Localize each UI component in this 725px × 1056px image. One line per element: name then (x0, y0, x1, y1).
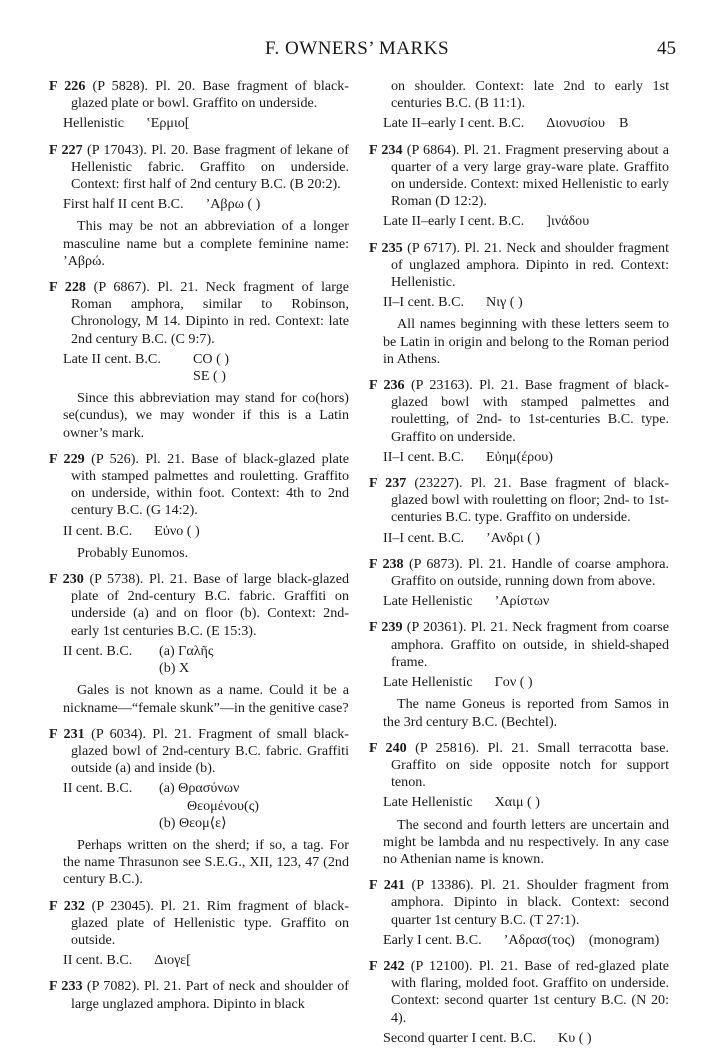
entry-body: (P 5738). Pl. 21. Base of large black-glazed plate of 2nd-century B.C. fabric. Graffiti on underside (a) and on floor (b). Context: 2nd-early 1st centuries B.C. (E 15:3). (71, 571, 349, 639)
entry-mark: Θεομένου(ς) (187, 797, 259, 814)
entry-mark: (a) Θρασύνων (159, 780, 240, 797)
entry-date: First half II cent B.C. (63, 196, 184, 213)
entry-note: Gales is not known as a name. Could it be a nickname—“female skunk”—in the genitive case? (63, 682, 349, 716)
entry-note: Perhaps written on the sherd; if so, a tag. For the name Thrasunon see S.E.G., XII, 123, 47 (2nd century B.C.). (63, 836, 349, 888)
entry-date: II–I cent. B.C. (383, 529, 465, 546)
running-head: F. OWNERS’ MARKS (265, 38, 450, 59)
entry-number: F 231 (49, 725, 85, 742)
entry-f238 (369, 556, 669, 611)
entry-f234 (369, 142, 669, 231)
entry-date: II–I cent. B.C. (383, 294, 465, 311)
entry-number: F 233 (49, 978, 83, 995)
entry-mark: Γον ( ) (494, 674, 533, 691)
entry-mark: Διογε[ (154, 952, 191, 969)
entry-date: Early I cent. B.C. (383, 931, 482, 948)
entry-f229 (49, 451, 349, 562)
entry-body: (P 20361). Pl. 21. Neck fragment from coarse amphora. Graffito on outside, in shield-shaped frame. (391, 619, 670, 670)
entry-mark: Διονυσίου B (546, 115, 629, 132)
entry-mark: (a) Γαλῆς (159, 642, 214, 659)
entry-mark: SE ( ) (193, 368, 226, 385)
entry-date: II cent. B.C. (63, 522, 133, 539)
entry-number: F 230 (49, 571, 84, 588)
entry-f235 (369, 240, 669, 368)
entry-f241 (369, 877, 669, 949)
entry-number: F 232 (49, 897, 85, 914)
entry-mark: ʼΑνδρι ( ) (486, 529, 541, 546)
entry-mark: (b) X (159, 660, 190, 677)
entry-body: (23227). Pl. 21. Base fragment of black-glazed bowl with rouletting on floor; 2nd- to 1st-centuries B.C. type. Graffito on underside. (391, 475, 669, 526)
entry-number: F 227 (49, 141, 83, 158)
entry-f228 (49, 279, 349, 442)
entry-number: F 241 (369, 877, 405, 894)
entry-mark: ʼΑρίστων (494, 593, 550, 610)
entry-date: II cent. B.C. (63, 642, 133, 659)
entry-body: (P 23045). Pl. 21. Rim fragment of black-glazed plate of Hellenistic type. Graffito on outside. (71, 897, 350, 948)
right-column (369, 78, 669, 1056)
entry-body: (P 13386). Pl. 21. Shoulder fragment from amphora. Dipinto in black. Context: second quarter 1st century B.C. (T 27:1). (391, 877, 669, 928)
entry-body: (P 7082). Pl. 21. Part of neck and shoulder of large unglazed amphora. Dipinto in black (71, 978, 349, 1012)
entry-date: Late Hellenistic (383, 674, 473, 691)
entry-number: F 235 (369, 239, 403, 256)
left-column (49, 78, 349, 1022)
page-number: 45 (657, 38, 676, 59)
entry-f227 (49, 142, 349, 270)
entry-number: F 228 (49, 279, 86, 296)
entry-f226 (49, 78, 349, 133)
entry-body: (P 6034). Pl. 21. Fragment of small black-glazed bowl of 2nd-century B.C. fabric. Graffiti outside (a) and inside (b). (71, 725, 350, 777)
entry-mark: Εὐνο ( ) (154, 522, 200, 539)
entry-mark: (b) Θεομ⟨ε⟩ (159, 814, 227, 831)
entry-date: II cent. B.C. (63, 952, 133, 969)
entry-number: F 226 (49, 78, 86, 94)
entry-date: II cent. B.C. (63, 780, 133, 797)
entry-note: The second and fourth letters are uncertain and might be lambda and nu respectively. In any case no Athenian name is known. (383, 816, 669, 867)
entry-f233 (49, 978, 349, 1012)
entry-f236 (369, 377, 669, 466)
entry-number: F 234 (369, 141, 403, 158)
entry-note: This may be not an abbreviation of a longer masculine name but a complete feminine name: ʼΑβρώ. (63, 218, 349, 269)
entry-date: Late Hellenistic (383, 593, 473, 610)
entry-f237 (369, 475, 669, 547)
entry-f239 (369, 619, 669, 730)
entry-body: (P 6873). Pl. 21. Handle of coarse amphora. Graffito on outside, running down from above. (391, 555, 670, 590)
entry-number: F 237 (369, 475, 407, 492)
entry-body: (P 12100). Pl. 21. Base of red-glazed plate with flaring, molded foot. Graffito on underside. Context: second quarter 1st century B.C. (N 20: 4). (391, 957, 670, 1026)
entry-mark: CO ( ) (193, 350, 230, 367)
entry-body: on shoulder. Context: late 2nd to early 1st centuries B.C. (B 11:1). (391, 78, 669, 112)
entry-f230 (49, 571, 349, 717)
entry-number: F 236 (369, 377, 405, 394)
entry-number: F 238 (369, 555, 404, 572)
entry-f240 (369, 740, 669, 868)
entry-date: Second quarter I cent. B.C. (383, 1029, 537, 1046)
entry-number: F 239 (369, 619, 403, 636)
entry-body: (P 17043). Pl. 20. Base fragment of lekane of Hellenistic fabric. Graffito on underside. Context: first half of 2nd century B.C. (B 20:2). (71, 141, 349, 193)
entry-note: The name Goneus is reported from Samos in the 3rd century B.C. (Bechtel). (383, 696, 669, 730)
entry-number: F 240 (369, 739, 407, 756)
entry-mark: ʽΕρμιο[ (146, 115, 190, 132)
entry-date: Late II cent. B.C. (63, 350, 161, 367)
entry-date: Late II–early I cent. B.C. (383, 213, 525, 230)
entry-mark: ]ινάδου (546, 213, 590, 230)
entry-mark: Νιγ ( ) (486, 294, 523, 311)
entry-number: F 242 (369, 957, 405, 974)
entry-date: Hellenistic (63, 115, 125, 132)
monogram-label: (monogram) (588, 931, 660, 948)
entry-f232 (49, 898, 349, 970)
entry-body: (P 23163). Pl. 21. Base fragment of black-glazed bowl with stamped palmettes and rouletting, of 2nd- to 1st-centuries B.C. type. Graffito on underside. (391, 377, 669, 445)
entry-mark: ʼΑδρασ(τος) (503, 931, 575, 948)
entry-body: (P 6867). Pl. 21. Neck fragment of large Roman amphora, similar to Robinson, Chronology, M 14. Dipinto in red. Context: late 2nd century B.C. (C 9:7). (71, 279, 350, 347)
entry-body: (P 5828). Pl. 20. Base fragment of black-glazed plate or bowl. Graffito on underside. (71, 78, 349, 112)
entry-body: (P 6864). Pl. 21. Fragment preserving about a quarter of a very large gray-ware plate. Graffito on underside. Context: mixed Hellenistic to early Roman (D 12:2). (391, 141, 669, 210)
entry-number: F 229 (49, 450, 85, 467)
entry-note: Since this abbreviation may stand for co(hors) se(cundus), we may wonder if this is a Latin owner’s mark. (63, 390, 349, 441)
entry-date: Late II–early I cent. B.C. (383, 115, 525, 132)
entry-body: (P 6717). Pl. 21. Neck and shoulder fragment of unglazed amphora. Dipinto in red. Context: Hellenistic. (391, 239, 670, 291)
entry-f231 (49, 726, 349, 889)
entry-mark: ʼΑβρω ( ) (205, 196, 261, 213)
entry-mark: Χαιμ ( ) (494, 794, 540, 811)
entry-note: All names beginning with these letters seem to be Latin in origin and belong to the Roman period in Athens. (383, 316, 669, 367)
entry-note: Probably Eunomos. (77, 544, 189, 561)
entry-f233-continued (369, 78, 669, 133)
entry-date: II–I cent. B.C. (383, 448, 465, 465)
entry-f242 (369, 958, 669, 1047)
entry-mark: Εὐημ(έρου) (486, 448, 553, 465)
entry-body: (P 526). Pl. 21. Base of black-glazed plate with stamped palmettes and rouletting. Graffito on underside, within foot. Context: 4th to 2nd century B.C. (G 14:2). (71, 450, 349, 519)
entry-mark: Κυ ( ) (558, 1029, 592, 1046)
page-header (0, 38, 725, 64)
entry-body: (P 25816). Pl. 21. Small terracotta base. Graffito on side opposite notch for support tenon. (391, 739, 669, 791)
entry-date: Late Hellenistic (383, 794, 473, 811)
